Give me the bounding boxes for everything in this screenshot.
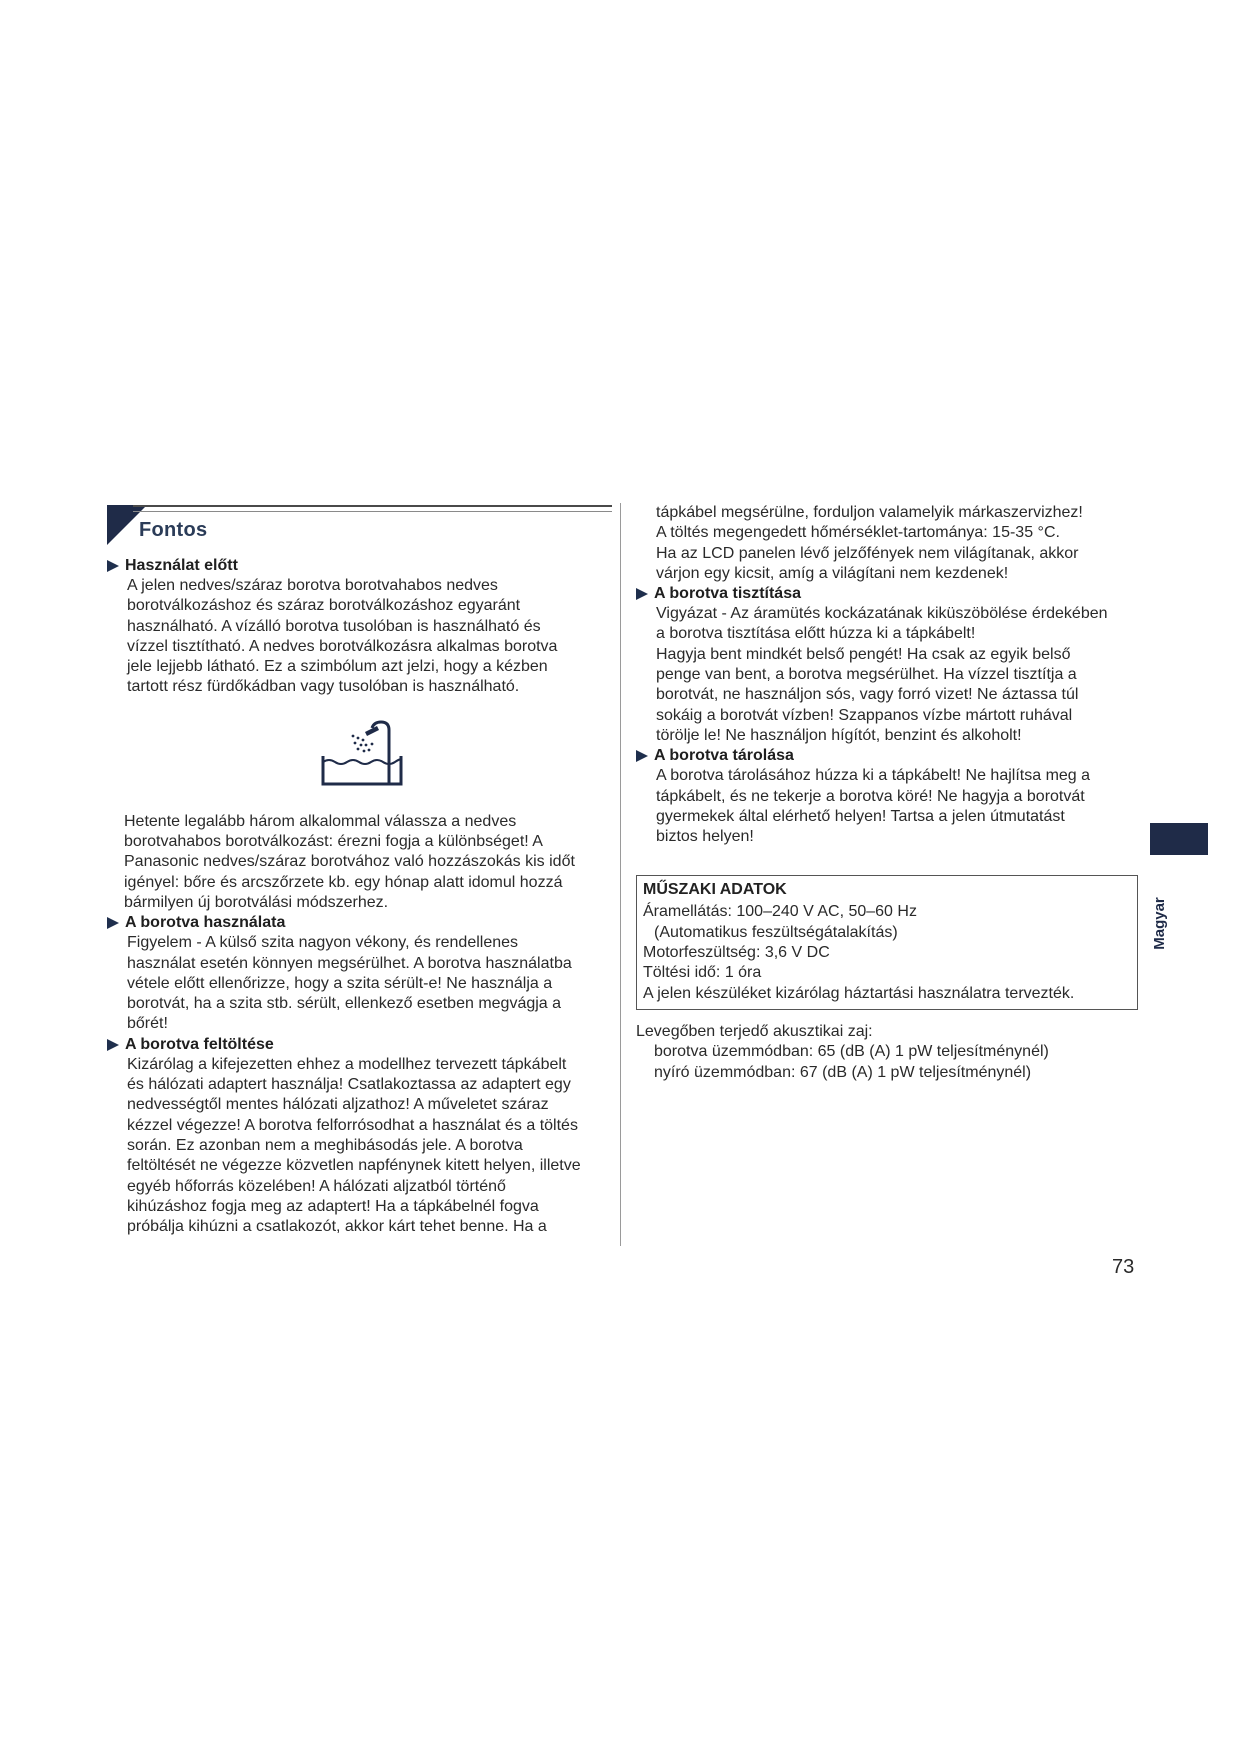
- text-line: tápkábel megsérülne, forduljon valamelyik márkaszervizhez!: [656, 504, 1083, 521]
- text-line: nedvességtől mentes hálózati aljzathoz! A műveletet száraz: [127, 1096, 549, 1114]
- header-title: Fontos: [139, 519, 208, 541]
- text-line: borotvát, ha a szita stb. sérült, ellenkező esetben megvágja a: [127, 995, 562, 1013]
- page-number: 73: [1112, 1256, 1135, 1278]
- section-heading: [107, 913, 617, 933]
- section-heading: [636, 746, 1146, 766]
- text-line: A jelen nedves/száraz borotva borotvahabos nedves: [127, 577, 498, 594]
- text-line: jele lejjebb látható. Ez a szimbólum azt jelzi, hogy a kézben: [127, 658, 548, 676]
- section-heading: [107, 1035, 617, 1055]
- text-line: borotvát, ne használjon sós, vagy forró vizet! Ne áztassa túl: [656, 686, 1079, 704]
- text-line: A borotva tárolásához húzza ki a tápkábelt! Ne hajlítsa meg a: [656, 767, 1091, 785]
- section-title: A borotva feltöltése: [125, 1035, 274, 1053]
- text-line: A töltés megengedett hőmérséklet-tartománya: 15-35 °C.: [656, 524, 1060, 542]
- arrow-bullet-icon: [636, 588, 648, 600]
- acoustic-noise-block: [636, 1022, 1146, 1083]
- text-line: vízzel tisztítható. A nedves borotválkozásra alkalmas borotva: [127, 637, 558, 655]
- text-line: Vigyázat - Az áramütés kockázatának kiküszöbölése érdekében: [656, 605, 1108, 623]
- section-title: A borotva tárolása: [654, 747, 794, 765]
- section-heading: [636, 584, 1146, 604]
- text-line: gyermekek által elérhető helyen! Tartsa a jelen útmutatást: [656, 807, 1065, 825]
- section-title: Használat előtt: [125, 557, 238, 574]
- text-line: borotvahabos borotválkozást: érezni fogja a különbséget! A: [124, 833, 543, 851]
- text-line: Hetente legalább három alkalommal válassza a nedves: [124, 812, 517, 830]
- spec-motor-voltage: Motorfeszültség: 3,6 V DC: [643, 944, 830, 962]
- text-line: igényel: bőre és arcszőrzete kb. egy hónap alatt idomul hozzá: [124, 873, 563, 891]
- text-line: tartott rész fürdőkádban vagy tusolóban is használható.: [127, 678, 520, 696]
- text-line: Panasonic nedves/száraz borotvához való hozzászokás kis időt: [124, 853, 575, 871]
- text-line: próbálja kihúzni a csatlakozót, akkor kárt tehet benne. Ha a: [127, 1218, 547, 1236]
- noise-shaver-mode: borotva üzemmódban: 65 (dB (A) 1 pW teljesítménynél): [654, 1043, 1049, 1061]
- arrow-bullet-icon: [107, 560, 119, 572]
- text-line: egyéb hőforrás közelében! A hálózati aljzatból történő: [127, 1177, 506, 1195]
- section-heading: [107, 556, 617, 576]
- specifications-box: [636, 875, 1138, 1009]
- symbol-container: [107, 718, 617, 790]
- text-line: vétele előtt ellenőrizze, hogy a szita sérült-e! Ne használja a: [127, 974, 553, 992]
- arrow-bullet-icon: [107, 1039, 119, 1051]
- text-line: borotválkozáshoz és száraz borotválkozáshoz egyaránt: [127, 597, 521, 615]
- text-line: során. Ez azonban nem a meghibásodás jele. A borotva: [127, 1136, 523, 1154]
- text-line: Figyelem - A külső szita nagyon vékony, és rendellenes: [127, 934, 519, 952]
- arrow-bullet-icon: [107, 917, 119, 929]
- header-rule-thin: [133, 511, 612, 512]
- text-line: bőrét!: [127, 1015, 168, 1033]
- spec-power-supply: Áramellátás: 100–240 V AC, 50–60 Hz: [643, 903, 917, 921]
- right-column: [636, 503, 1146, 1083]
- section-header: [107, 505, 612, 547]
- text-line: használat esetén könnyen megsérülhet. A borotva használatba: [127, 954, 572, 972]
- left-column: [107, 556, 617, 1237]
- text-line: sokáig a borotvát vízben! Szappanos vízbe mártott ruhával: [656, 706, 1073, 724]
- noise-trimmer-mode: nyíró üzemmódban: 67 (dB (A) 1 pW teljesítménynél): [654, 1063, 1032, 1081]
- text-line: tápkábelt, és ne tekerje a borotva köré! Ne hagyja a borotvát: [656, 787, 1085, 805]
- text-line: használható. A vízálló borotva tusolóban is használható és: [127, 617, 541, 635]
- header-rule: [133, 505, 612, 507]
- language-tab: [1150, 823, 1208, 855]
- noise-title: Levegőben terjedő akusztikai zaj:: [636, 1022, 873, 1040]
- text-line: kézzel végezze! A borotva felforrósodhat a használat és a töltés: [127, 1116, 578, 1134]
- text-line: Hagyja bent mindkét belső pengét! Ha csak az egyik belső: [656, 645, 1071, 663]
- text-line: kihúzáshoz fogja meg az adaptert! Ha a tápkábelnél fogva: [127, 1197, 539, 1215]
- text-line: várjon egy kicsit, amíg a világítani nem kezdenek!: [656, 564, 1009, 582]
- specifications-title: MŰSZAKI ADATOK: [643, 881, 787, 899]
- text-line: biztos helyen!: [656, 828, 754, 846]
- spec-household-use: A jelen készüléket kizárólag háztartási használatra tervezték.: [643, 984, 1075, 1002]
- section-title: A borotva tisztítása: [654, 585, 801, 603]
- arrow-bullet-icon: [636, 750, 648, 762]
- text-line: Kizárólag a kifejezetten ehhez a modellhez tervezett tápkábelt: [127, 1055, 567, 1073]
- text-line: törölje le! Ne használjon hígítót, benzint és alkoholt!: [656, 726, 1022, 744]
- text-line: penge van bent, a borotva megsérülhet. Ha vízzel tisztítja a: [656, 666, 1077, 684]
- column-divider: [620, 503, 621, 1246]
- language-label: [1146, 893, 1172, 953]
- text-line: bármilyen új borotválási módszerhez.: [124, 893, 389, 911]
- section-title: A borotva használata: [125, 914, 286, 932]
- language-label-text: Magyar: [1150, 896, 1168, 950]
- shower-bath-icon: [317, 718, 407, 790]
- text-line: feltöltését ne végezze közvetlen napfénynek kitett helyen, illetve: [127, 1157, 581, 1175]
- text-line: a borotva tisztítása előtt húzza ki a tápkábelt!: [656, 625, 976, 643]
- spec-voltage-conversion: (Automatikus feszültségátalakítás): [654, 923, 898, 941]
- text-line: Ha az LCD panelen lévő jelzőfények nem világítanak, akkor: [656, 544, 1079, 562]
- text-line: és hálózati adaptert használja! Csatlakoztassa az adaptert egy: [127, 1076, 571, 1094]
- spec-charging-time: Töltési idő: 1 óra: [643, 964, 762, 982]
